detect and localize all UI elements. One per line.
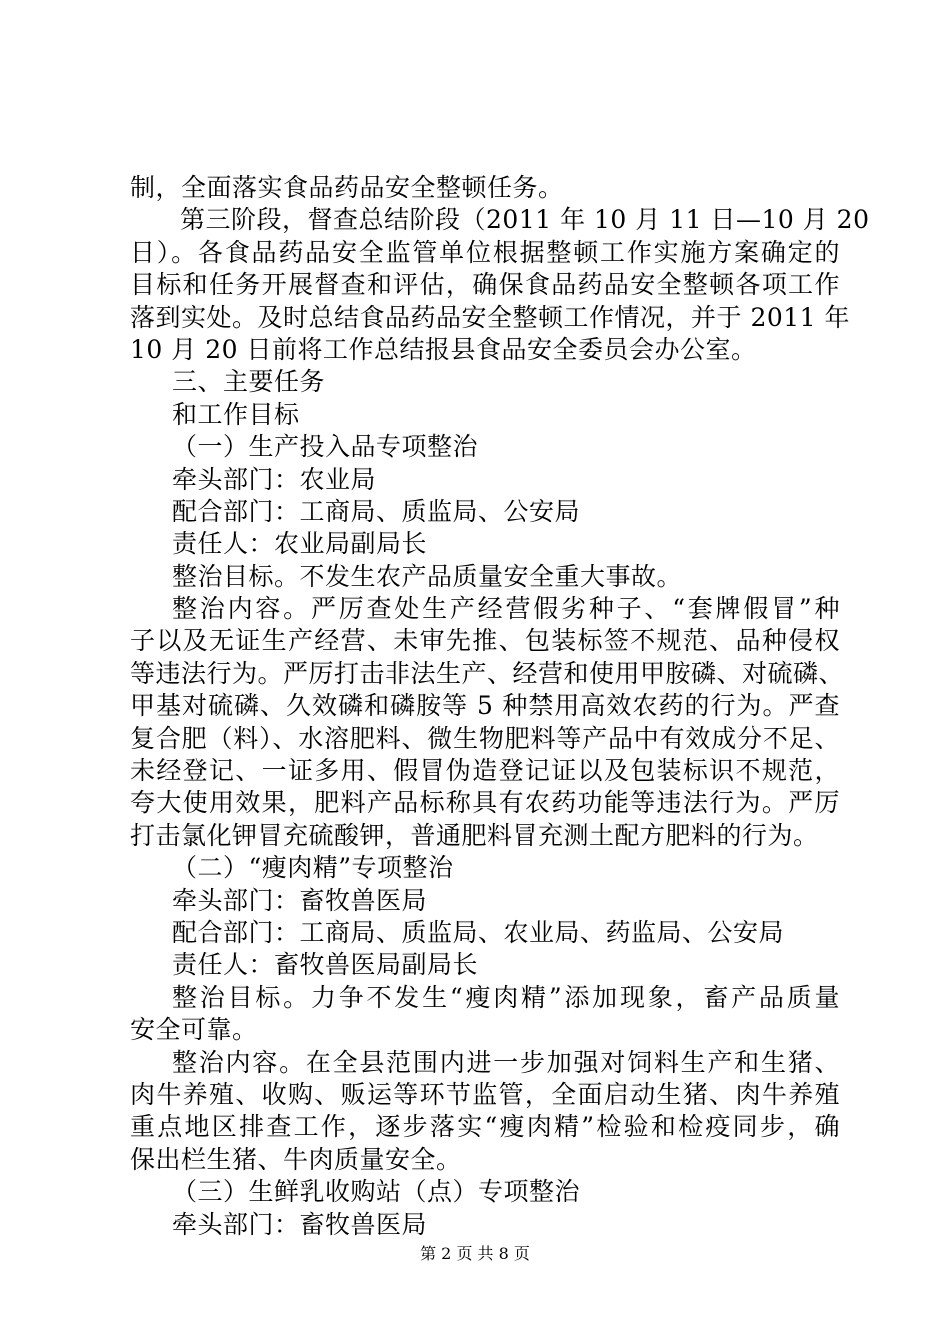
section-heading: 和工作目标 (172, 399, 300, 429)
subsection-heading: （二）“瘦肉精”专项整治 (172, 853, 454, 883)
paragraph-line: 整治目标。力争不发生“瘦肉精”添加现象，畜产品质量 (172, 982, 840, 1012)
responsible-person: 责任人：畜牧兽医局副局长 (172, 950, 479, 980)
paragraph-line: 整治内容。在全县范围内进一步加强对饲料生产和生猪、 (172, 1047, 840, 1077)
paragraph-line: 第三阶段，督查总结阶段（2011 年 10 月 11 日—10 月 20 (180, 205, 870, 235)
cooperating-departments: 配合部门：工商局、质监局、农业局、药监局、公安局 (172, 917, 785, 947)
paragraph-line: 整治内容。严厉查处生产经营假劣种子、“套牌假冒”种 (172, 594, 840, 624)
rectification-goal: 整治目标。不发生农产品质量安全重大事故。 (172, 561, 683, 591)
responsible-person: 责任人：农业局副局长 (172, 529, 428, 559)
paragraph-line: 肉牛养殖、收购、贩运等环节监管，全面启动生猪、肉牛养殖 (130, 1079, 840, 1109)
paragraph-line: 安全可靠。 (130, 1015, 258, 1045)
paragraph-line: 子以及无证生产经营、未审先推、包装标签不规范、品种侵权 (130, 626, 840, 656)
lead-department: 牵头部门：畜牧兽医局 (172, 885, 428, 915)
paragraph-line: 未经登记、一证多用、假冒伪造登记证以及包装标识不规范， (130, 756, 840, 786)
paragraph-line: 甲基对硫磷、久效磷和磷胺等 5 种禁用高效农药的行为。严查 (130, 691, 840, 721)
cooperating-departments: 配合部门：工商局、质监局、公安局 (172, 496, 581, 526)
paragraph-line: 制，全面落实食品药品安全整顿任务。 (130, 173, 564, 202)
paragraph-line: 日）。各食品药品安全监管单位根据整顿工作实施方案确定的 (130, 237, 840, 267)
lead-department: 牵头部门：畜牧兽医局 (172, 1209, 428, 1239)
lead-department: 牵头部门：农业局 (172, 464, 377, 494)
paragraph-line: 复合肥（料）、水溶肥料、微生物肥料等产品中有效成分不足、 (130, 723, 840, 753)
subsection-heading: （三）生鲜乳收购站（点）专项整治 (172, 1177, 581, 1207)
document-body (130, 172, 870, 1241)
paragraph-line: 重点地区排查工作，逐步落实“瘦肉精”检验和检疫同步，确 (130, 1112, 840, 1142)
paragraph-line: 打击氯化钾冒充硫酸钾，普通肥料冒充测土配方肥料的行为。 (130, 820, 819, 850)
paragraph-line: 夸大使用效果，肥料产品标称具有农药功能等违法行为。严厉 (130, 788, 840, 818)
paragraph-line: 10 月 20 日前将工作总结报县食品安全委员会办公室。 (130, 334, 757, 364)
subsection-heading: （一）生产投入品专项整治 (172, 432, 479, 462)
page-number-footer: 第 2 页 共 8 页 (420, 1244, 530, 1263)
paragraph-line: 目标和任务开展督查和评估，确保食品药品安全整顿各项工作 (130, 270, 840, 300)
section-heading: 三、主要任务 (172, 367, 326, 397)
paragraph-line: 保出栏生猪、牛肉质量安全。 (130, 1144, 462, 1174)
paragraph-line: 落到实处。及时总结食品药品安全整顿工作情况，并于 2011 年 (130, 302, 851, 332)
paragraph-line: 等违法行为。严厉打击非法生产、经营和使用甲胺磷、对硫磷、 (130, 658, 845, 688)
